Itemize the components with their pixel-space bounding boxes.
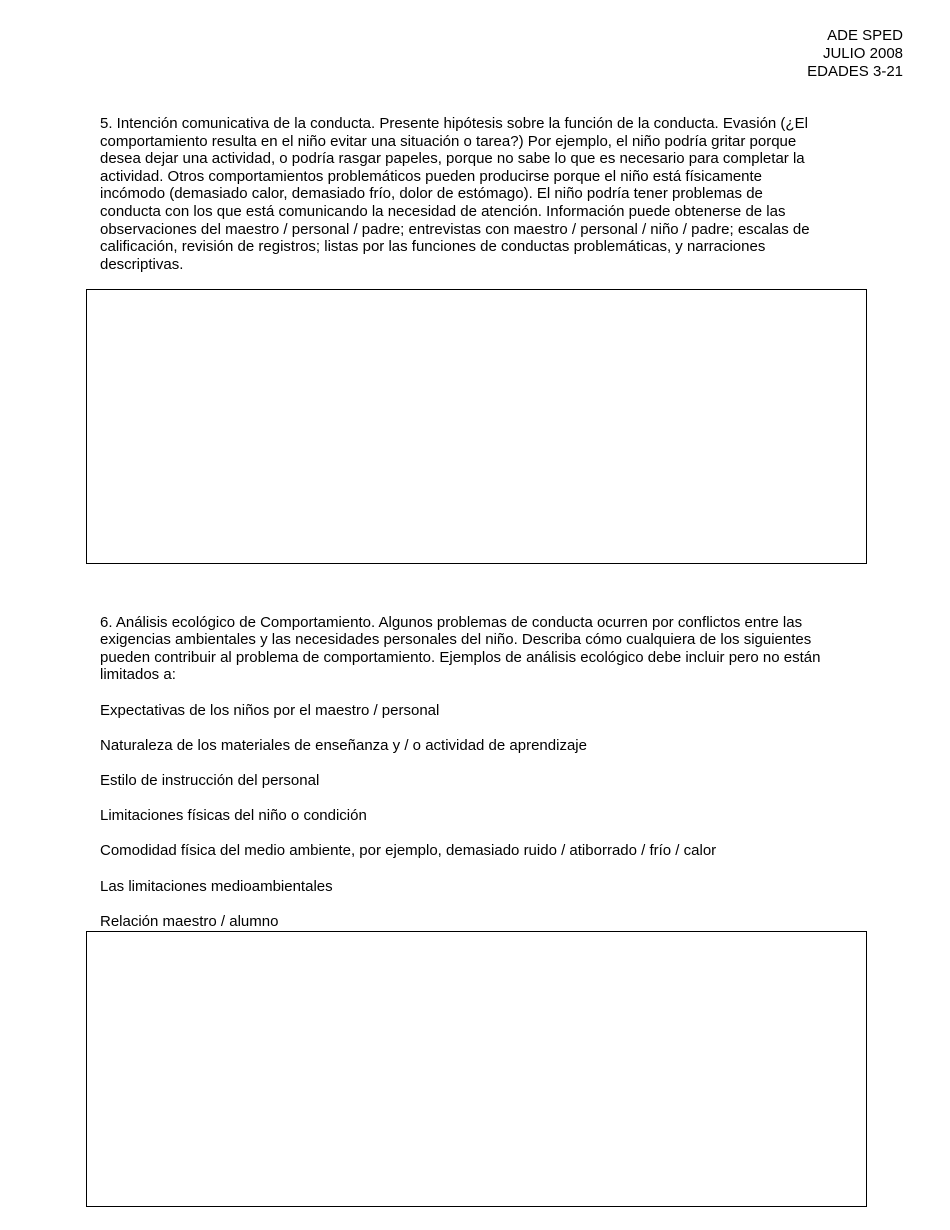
section-5-answer-box[interactable] [86,289,867,564]
list-item: Naturaleza de los materiales de enseñanza y / o actividad de aprendizaje [100,736,587,754]
list-item: Expectativas de los niños por el maestro / personal [100,701,440,719]
header-line-date: JULIO 2008 [822,45,903,62]
list-item: Limitaciones físicas del niño o condición [100,807,367,825]
section-6-answer-box[interactable] [86,931,867,1207]
document-header [807,27,903,81]
list-item: Las limitaciones medioambientales [100,877,333,895]
list-item: Relación maestro / alumno [100,912,279,930]
header-line-ages: EDADES 3-21 [807,63,903,80]
list-item: Comodidad física del medio ambiente, por ejemplo, demasiado ruido / atiborrado / frío / calor [100,842,717,860]
header-line-agency: ADE SPED [827,27,903,44]
section-5-text: 5. Intención comunicativa de la conducta. Presente hipótesis sobre la función de la conducta. Evasión (¿El comportamiento resulta en el niño evitar una situación o tarea?) Por ejemplo, el niño podría gritar porque desea dejar una actividad, o podría rasgar papeles, porque no sabe lo que es necesario para completar la actividad. Otros comportamientos problemáticos pueden producirse porque el niño está físicamente incómodo (demasiado calor, demasiado frío, dolor de estómago). El niño podría tener problemas de conducta con los que está comunicando la necesidad de atención. Información puede obtenerse de las observaciones del maestro / personal / padre; entrevistas con maestro / personal / niño / padre; escalas de calificación, revisión de registros; listas por las funciones de conductas problemáticas, y narraciones descriptivas. [100,115,810,273]
section-6-intro: 6. Análisis ecológico de Comportamiento. Algunos problemas de conducta ocurren por conflictos entre las exigencias ambientales y las necesidades personales del niño. Describa cómo cualquiera de los siguientes pueden contribuir al problema de comportamiento. Ejemplos de análisis ecológico debe incluir pero no están limitados a: [100,613,821,684]
list-item: Estilo de instrucción del personal [100,771,320,789]
